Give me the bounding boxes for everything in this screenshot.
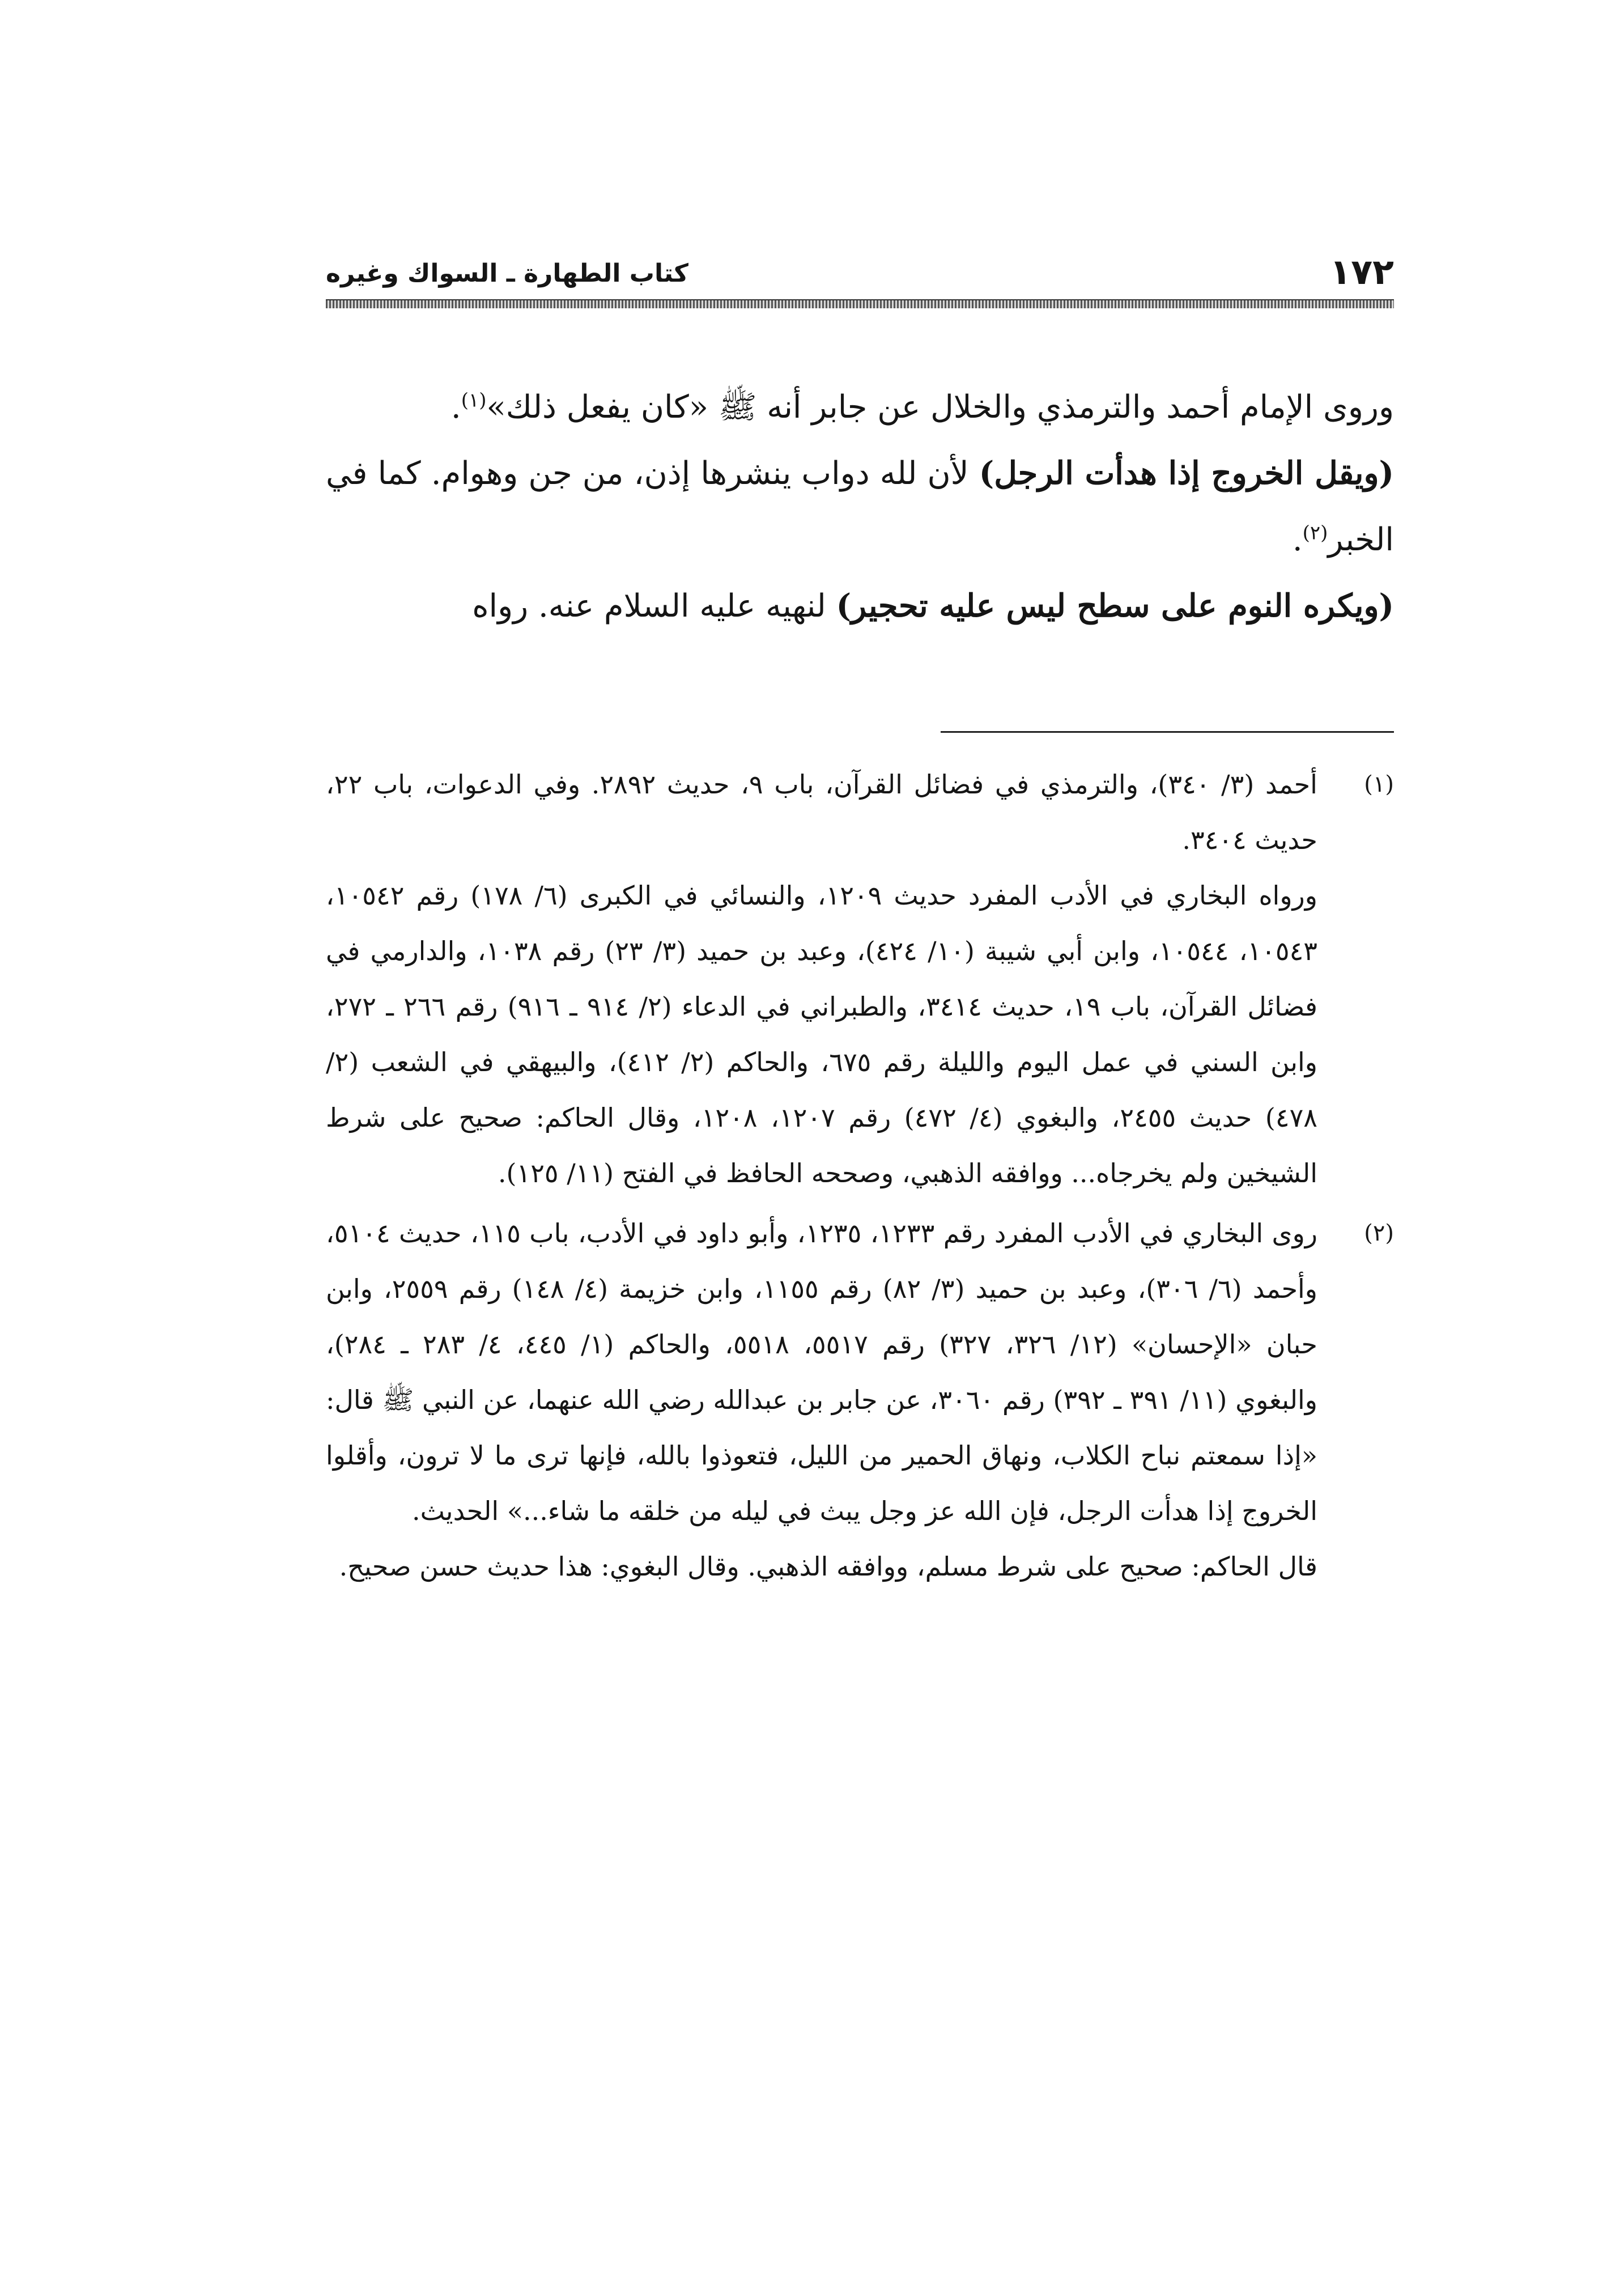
header-divider: [326, 299, 1394, 308]
footnote-reference-1: (١): [461, 389, 487, 412]
matn-quote: (ويكره النوم على سطح ليس عليه تحجير): [836, 587, 1394, 625]
footnote-paragraph: أحمد (٣/ ٣٤٠)، والترمذي في فضائل القرآن، باب ٩، حديث ٢٨٩٢. وفي الدعوات، باب ٢٢، حديث ٣٤٠٤.: [326, 769, 1317, 855]
body-paragraph-1: وروى الإمام أحمد والترمذي والخلال عن جابر أنه ﷺ «كان يفعل ذلك»$^{(١)}$.: [450, 389, 1394, 426]
footnote-1: [326, 757, 1394, 1201]
spacer: [326, 1201, 1394, 1205]
footnote-divider: [941, 731, 1394, 733]
footnote-paragraph: قال الحاكم: صحيح على شرط مسلم، ووافقه الذهبي. وقال البغوي: هذا حديث حسن صحيح.: [339, 1551, 1317, 1582]
page-header: [326, 249, 1394, 295]
matn-quote: (ويقل الخروج إذا هدأت الرجل): [979, 455, 1394, 492]
body-paragraph-3: (ويكره النوم على سطح ليس عليه تحجير) لنهيه عليه السلام عنه. رواه: [472, 587, 1394, 625]
footnote-2: [326, 1205, 1394, 1594]
footnote-reference-2: (٢): [1302, 521, 1328, 545]
page-number: ١٧٢: [1329, 251, 1394, 292]
footnote-number: (١): [1364, 771, 1394, 797]
running-title: كتاب الطهارة ـ السواك وغيره: [326, 259, 689, 288]
footnote-paragraph: ورواه البخاري في الأدب المفرد حديث ١٢٠٩، والنسائي في الكبرى (٦/ ١٧٨) رقم ١٠٥٤٢، ١٠٥٤٣، ١٠٥٤٤، وابن أبي شيبة (١٠/ ٤٢٤)، وعبد بن حميد (٣/ ٢٣) رقم ١٠٣٨، والدارمي في فضائل القرآن، باب ١٩، حديث ٣٤١٤، والطبراني في الدعاء (٢/ ٩١٤ ـ ٩١٦) رقم ٢٦٦ ـ ٢٧٢، وابن السني في عمل اليوم والليلة رقم ٦٧٥، والحاكم (٢/ ٤١٢)، والبيهقي في الشعب (٢/ ٤٧٨) حديث ٢٤٥٥، والبغوي (٤/ ٤٧٢) رقم ١٢٠٧، ١٢٠٨، وقال الحاكم: صحيح على شرط الشيخين ولم يخرجاه... ووافقه الذهبي، وصححه الحافظ في الفتح (١١/ ١٢٥).: [326, 880, 1318, 1188]
footnotes-section: [326, 757, 1394, 1594]
main-text: [326, 374, 1394, 639]
body-paragraph-2: (ويقل الخروج إذا هدأت الرجل) لأن لله دواب ينشرها إذن، من جن وهوام. كما في الخبر$^{(٢)}$.: [326, 455, 1394, 558]
footnote-number: (٢): [1364, 1220, 1394, 1246]
footnote-paragraph: روى البخاري في الأدب المفرد رقم ١٢٣٣، ١٢٣٥، وأبو داود في الأدب، باب ١١٥، حديث ٥١٠٤، وأحمد (٦/ ٣٠٦)، وعبد بن حميد (٣/ ٨٢) رقم ١١٥٥، وابن خزيمة (٤/ ١٤٨) رقم ٢٥٥٩، وابن حبان «الإحسان» (١٢/ ٣٢٦، ٣٢٧) رقم ٥٥١٧، ٥٥١٨، والحاكم (١/ ٤٤٥، ٤/ ٢٨٣ ـ ٢٨٤)، والبغوي (١١/ ٣٩١ ـ ٣٩٢) رقم ٣٠٦٠، عن جابر بن عبدالله رضي الله عنهما، عن النبي ﷺ قال: «إذا سمعتم نباح الكلاب، ونهاق الحمير من الليل، فتعوذوا بالله، فإنها ترى ما لا ترون، وأقلوا الخروج إذا هدأت الرجل، فإن الله عز وجل يبث في ليله من خلقه ما شاء...» الحديث.: [326, 1218, 1317, 1526]
